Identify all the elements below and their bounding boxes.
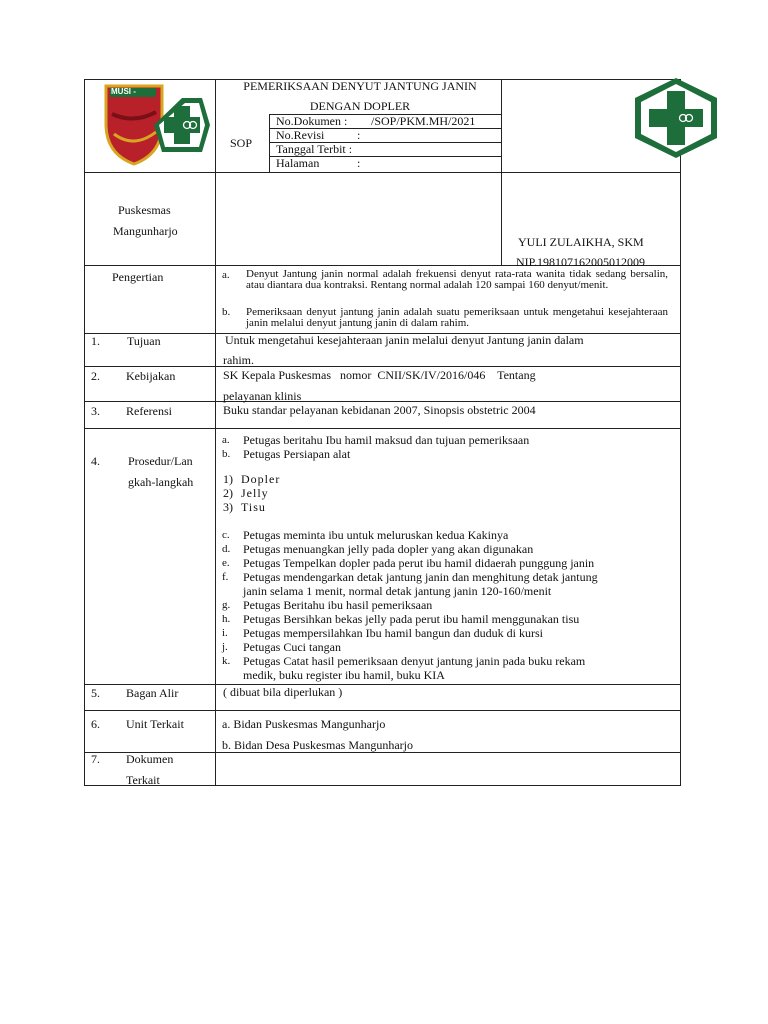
tool-marker: 1)	[223, 472, 233, 486]
step-marker: f.	[222, 571, 229, 583]
bagan-alir-number: 5.	[91, 686, 100, 700]
unit-terkait-number: 6.	[91, 717, 100, 731]
table-border-right	[680, 79, 681, 786]
doc-number-value: /SOP/PKM.MH/2021	[371, 114, 476, 128]
prosedur-number: 4.	[91, 454, 100, 468]
step-text: Petugas mendengarkan detak jantung janin dan menghitung detak jantung	[243, 570, 598, 584]
pengertian-b-marker: b.	[222, 306, 231, 318]
regency-shield-logo	[104, 84, 214, 166]
step-marker: i.	[222, 627, 228, 639]
unit-terkait-item: a. Bidan Puskesmas Mangunharjo	[222, 717, 386, 731]
table-border-left	[84, 79, 85, 786]
step-marker: d.	[222, 543, 231, 555]
column-divider	[215, 79, 216, 786]
step-marker: c.	[222, 529, 230, 541]
step-text: Petugas meminta ibu untuk meluruskan kedua Kakinya	[243, 528, 509, 542]
revision-label: No.Revisi	[276, 128, 325, 142]
doc-number-label: No.Dokumen :	[276, 114, 348, 128]
tujuan-text-line2: rahim.	[223, 353, 254, 367]
row-divider	[84, 428, 681, 429]
prosedur-label-line2: gkah-langkah	[128, 475, 194, 489]
page-label: Halaman	[276, 156, 320, 170]
unit-terkait-label: Unit Terkait	[126, 717, 184, 731]
step-text: Petugas Cuci tangan	[243, 640, 341, 654]
column-divider	[269, 114, 270, 172]
dokumen-terkait-label: Dokumen	[126, 752, 174, 766]
step-marker: a.	[222, 434, 230, 446]
step-text: Petugas Persiapan alat	[243, 447, 351, 461]
tujuan-number: 1.	[91, 334, 100, 348]
step-text: Petugas Tempelkan dopler pada perut ibu hamil didaerah punggung janin	[243, 556, 595, 570]
referensi-number: 3.	[91, 404, 100, 418]
tujuan-text: Untuk mengetahui kesejahteraan janin melalui denyut Jantung janin dalam	[225, 333, 584, 347]
shield-logo-text: MUSI -	[111, 87, 136, 96]
row-divider	[84, 366, 681, 367]
row-divider	[84, 710, 681, 711]
tool-text: Tisu	[241, 500, 266, 514]
tujuan-label: Tujuan	[127, 334, 161, 348]
row-divider	[84, 684, 681, 685]
pengertian-label: Pengertian	[112, 270, 164, 284]
bagan-alir-label: Bagan Alir	[126, 686, 179, 700]
step-text: Petugas beritahu Ibu hamil maksud dan tujuan pemeriksaan	[243, 433, 530, 447]
puskesmas-logo	[632, 76, 720, 160]
org-name: Puskesmas	[118, 203, 171, 217]
unit-terkait-item: b. Bidan Desa Puskesmas Mangunharjo	[222, 738, 413, 752]
dokumen-terkait-number: 7.	[91, 752, 100, 766]
referensi-label: Referensi	[126, 404, 172, 418]
step-text: Petugas Bersihkan bekas jelly pada perut ibu hamil menggunakan tisu	[243, 612, 580, 626]
step-text: janin selama 1 menit, normal detak jantung janin 120-160/menit	[243, 584, 552, 598]
step-text: Petugas Beritahu ibu hasil pemeriksaan	[243, 598, 433, 612]
sop-label: SOP	[230, 136, 253, 150]
step-marker: h.	[222, 613, 231, 625]
step-text: Petugas menuangkan jelly pada dopler yang akan digunakan	[243, 542, 534, 556]
kebijakan-label: Kebijakan	[126, 369, 176, 383]
org-name-line2: Mangunharjo	[113, 224, 178, 238]
step-marker: e.	[222, 557, 230, 569]
step-marker: b.	[222, 448, 231, 460]
prosedur-label: Prosedur/Lan	[128, 454, 193, 468]
step-text: medik, buku register ibu hamil, buku KIA	[243, 668, 445, 682]
step-text: Petugas Catat hasil pemeriksaan denyut jantung janin pada buku rekam	[243, 654, 586, 668]
signer-nip: NIP.198107162005012009	[516, 255, 646, 269]
pengertian-a-text: Denyut Jantung janin normal adalah frekuensi denyut rata-rata wanita tidak sedang bersalin, atau diantara dua kontraksi. Rentang normal adalah 120 sampai 160 denyut/menit.	[246, 268, 668, 291]
page-colon: :	[357, 156, 361, 170]
kebijakan-text-line2: pelayanan klinis	[223, 389, 302, 403]
bagan-alir-text: ( dibuat bila diperlukan )	[223, 685, 343, 699]
pengertian-a-marker: a.	[222, 269, 230, 281]
row-divider	[84, 401, 681, 402]
pengertian-b-text: Pemeriksaan denyut jantung janin adalah suatu pemeriksaan untuk mengetahui kesejahteraan janin melalui denyut jantung janin di dalam rahim.	[246, 306, 668, 329]
row-divider	[84, 752, 681, 753]
step-marker: k.	[222, 655, 231, 667]
tool-marker: 2)	[223, 486, 233, 500]
revision-colon: :	[357, 128, 361, 142]
tool-marker: 3)	[223, 500, 233, 514]
document-title-line2: DENGAN DOPLER	[309, 99, 411, 113]
referensi-text: Buku standar pelayanan kebidanan 2007, Sinopsis obstetric 2004	[223, 403, 536, 417]
step-text: Petugas mempersilahkan Ibu hamil bangun dan duduk di kursi	[243, 626, 543, 640]
table-border-bottom	[84, 785, 681, 786]
kebijakan-text: SK Kepala Puskesmas nomor CNII/SK/IV/2016/046 Tentang	[223, 368, 536, 382]
dokumen-terkait-label-line2: Terkait	[126, 773, 160, 787]
step-marker: g.	[222, 599, 231, 611]
step-marker: j.	[222, 641, 228, 653]
tool-text: Jelly	[241, 486, 269, 500]
kebijakan-number: 2.	[91, 369, 100, 383]
document-title: PEMERIKSAAN DENYUT JANTUNG JANIN	[243, 79, 477, 93]
issue-date-label: Tanggal Terbit :	[276, 142, 353, 156]
tool-text: Dopler	[241, 472, 281, 486]
signer-name: YULI ZULAIKHA, SKM	[518, 235, 644, 249]
row-divider	[84, 172, 681, 173]
